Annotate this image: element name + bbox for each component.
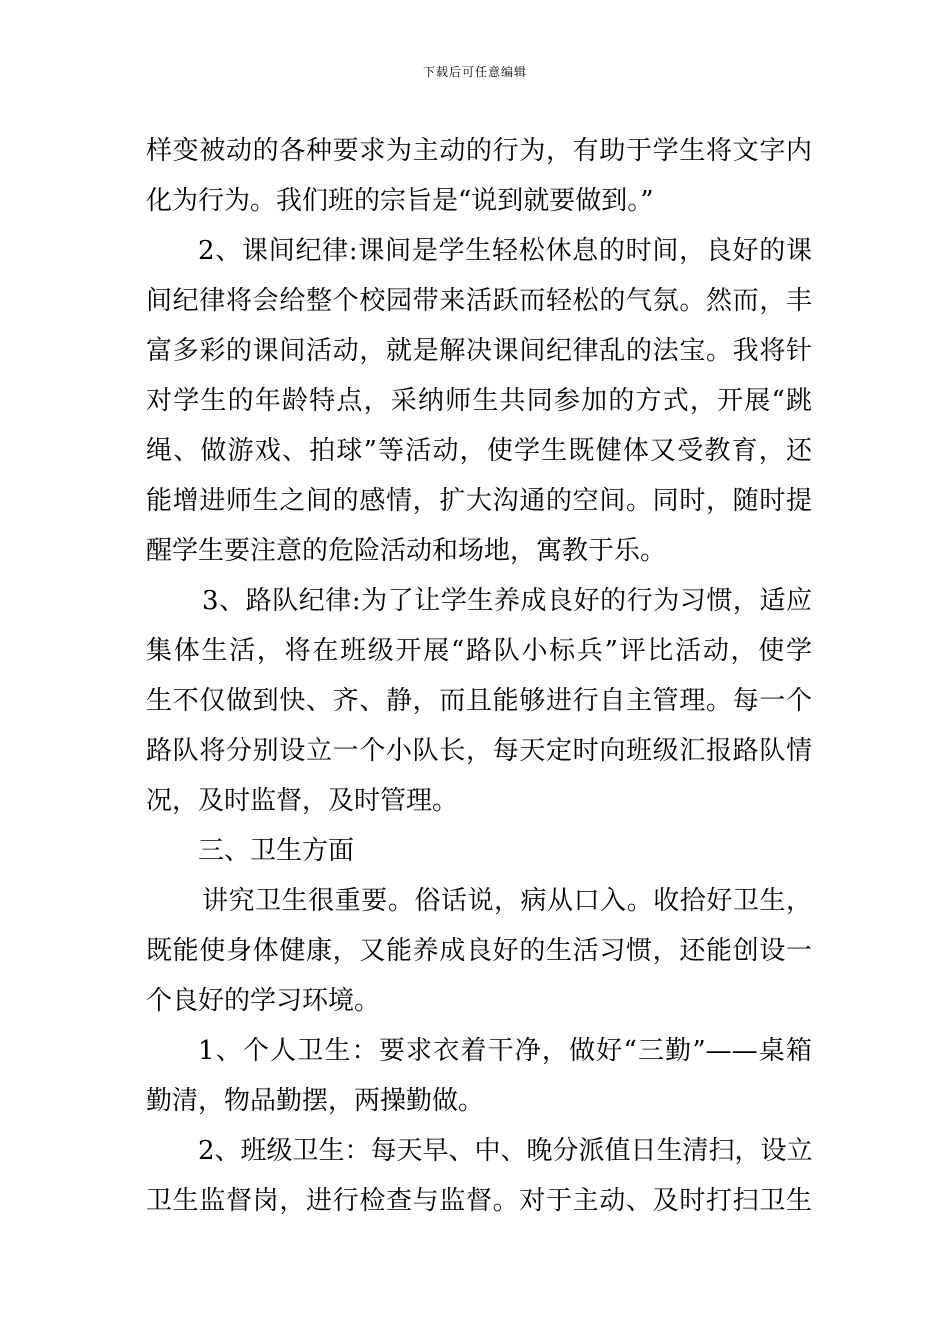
text-line: 富多彩的课间活动，就是解决课间纪律乱的法宝。我将针 xyxy=(146,336,812,366)
text-line: 化为行为。我们班的宗旨是“说到就要做到。” xyxy=(146,186,654,216)
text-line: 生不仅做到快、齐、静，而且能够进行自主管理。每一个 xyxy=(146,686,812,716)
text-line: 2、班级卫生：每天早、中、晚分派值日生清扫，设立 xyxy=(198,1136,813,1166)
text-line: 集体生活，将在班级开展“路队小标兵”评比活动，使学 xyxy=(146,636,812,666)
text-line: 1、个人卫生：要求衣着干净，做好“三勤”——桌箱 xyxy=(198,1036,812,1066)
text-line: 勤清，物品勤摆，两操勤做。 xyxy=(146,1086,485,1116)
text-line: 样变被动的各种要求为主动的行为，有助于学生将文字内 xyxy=(146,136,812,166)
document-body xyxy=(146,126,812,1226)
text-line: 醒学生要注意的危险活动和场地，寓教于乐。 xyxy=(146,536,667,566)
text-line: 既能使身体健康，又能养成良好的生活习惯，还能创设一 xyxy=(146,936,812,966)
text-line: 对学生的年龄特点，采纳师生共同参加的方式，开展“跳 xyxy=(146,386,812,416)
page-header: 下载后可任意编辑 xyxy=(422,65,527,79)
text-line: 个良好的学习环境。 xyxy=(146,986,381,1016)
text-line: 况，及时监督，及时管理。 xyxy=(146,786,459,816)
section-heading: 三、卫生方面 xyxy=(198,836,355,866)
text-line: 卫生监督岗，进行检查与监督。对于主动、及时打扫卫生 xyxy=(146,1186,812,1216)
text-line: 路队将分别设立一个小队长，每天定时向班级汇报路队情 xyxy=(146,736,812,766)
text-line: 3、路队纪律:为了让学生养成良好的行为习惯，适应 xyxy=(202,586,812,616)
text-line: 能增进师生之间的感情，扩大沟通的空间。同时，随时提 xyxy=(146,486,812,516)
text-line: 2、课间纪律:课间是学生轻松休息的时间，良好的课 xyxy=(198,236,812,266)
text-line: 间纪律将会给整个校园带来活跃而轻松的气氛。然而，丰 xyxy=(146,286,812,316)
text-line: 讲究卫生很重要。俗话说，病从口入。收拾好卫生， xyxy=(202,886,812,916)
text-line: 绳、做游戏、拍球”等活动，使学生既健体又受教育，还 xyxy=(146,436,812,466)
